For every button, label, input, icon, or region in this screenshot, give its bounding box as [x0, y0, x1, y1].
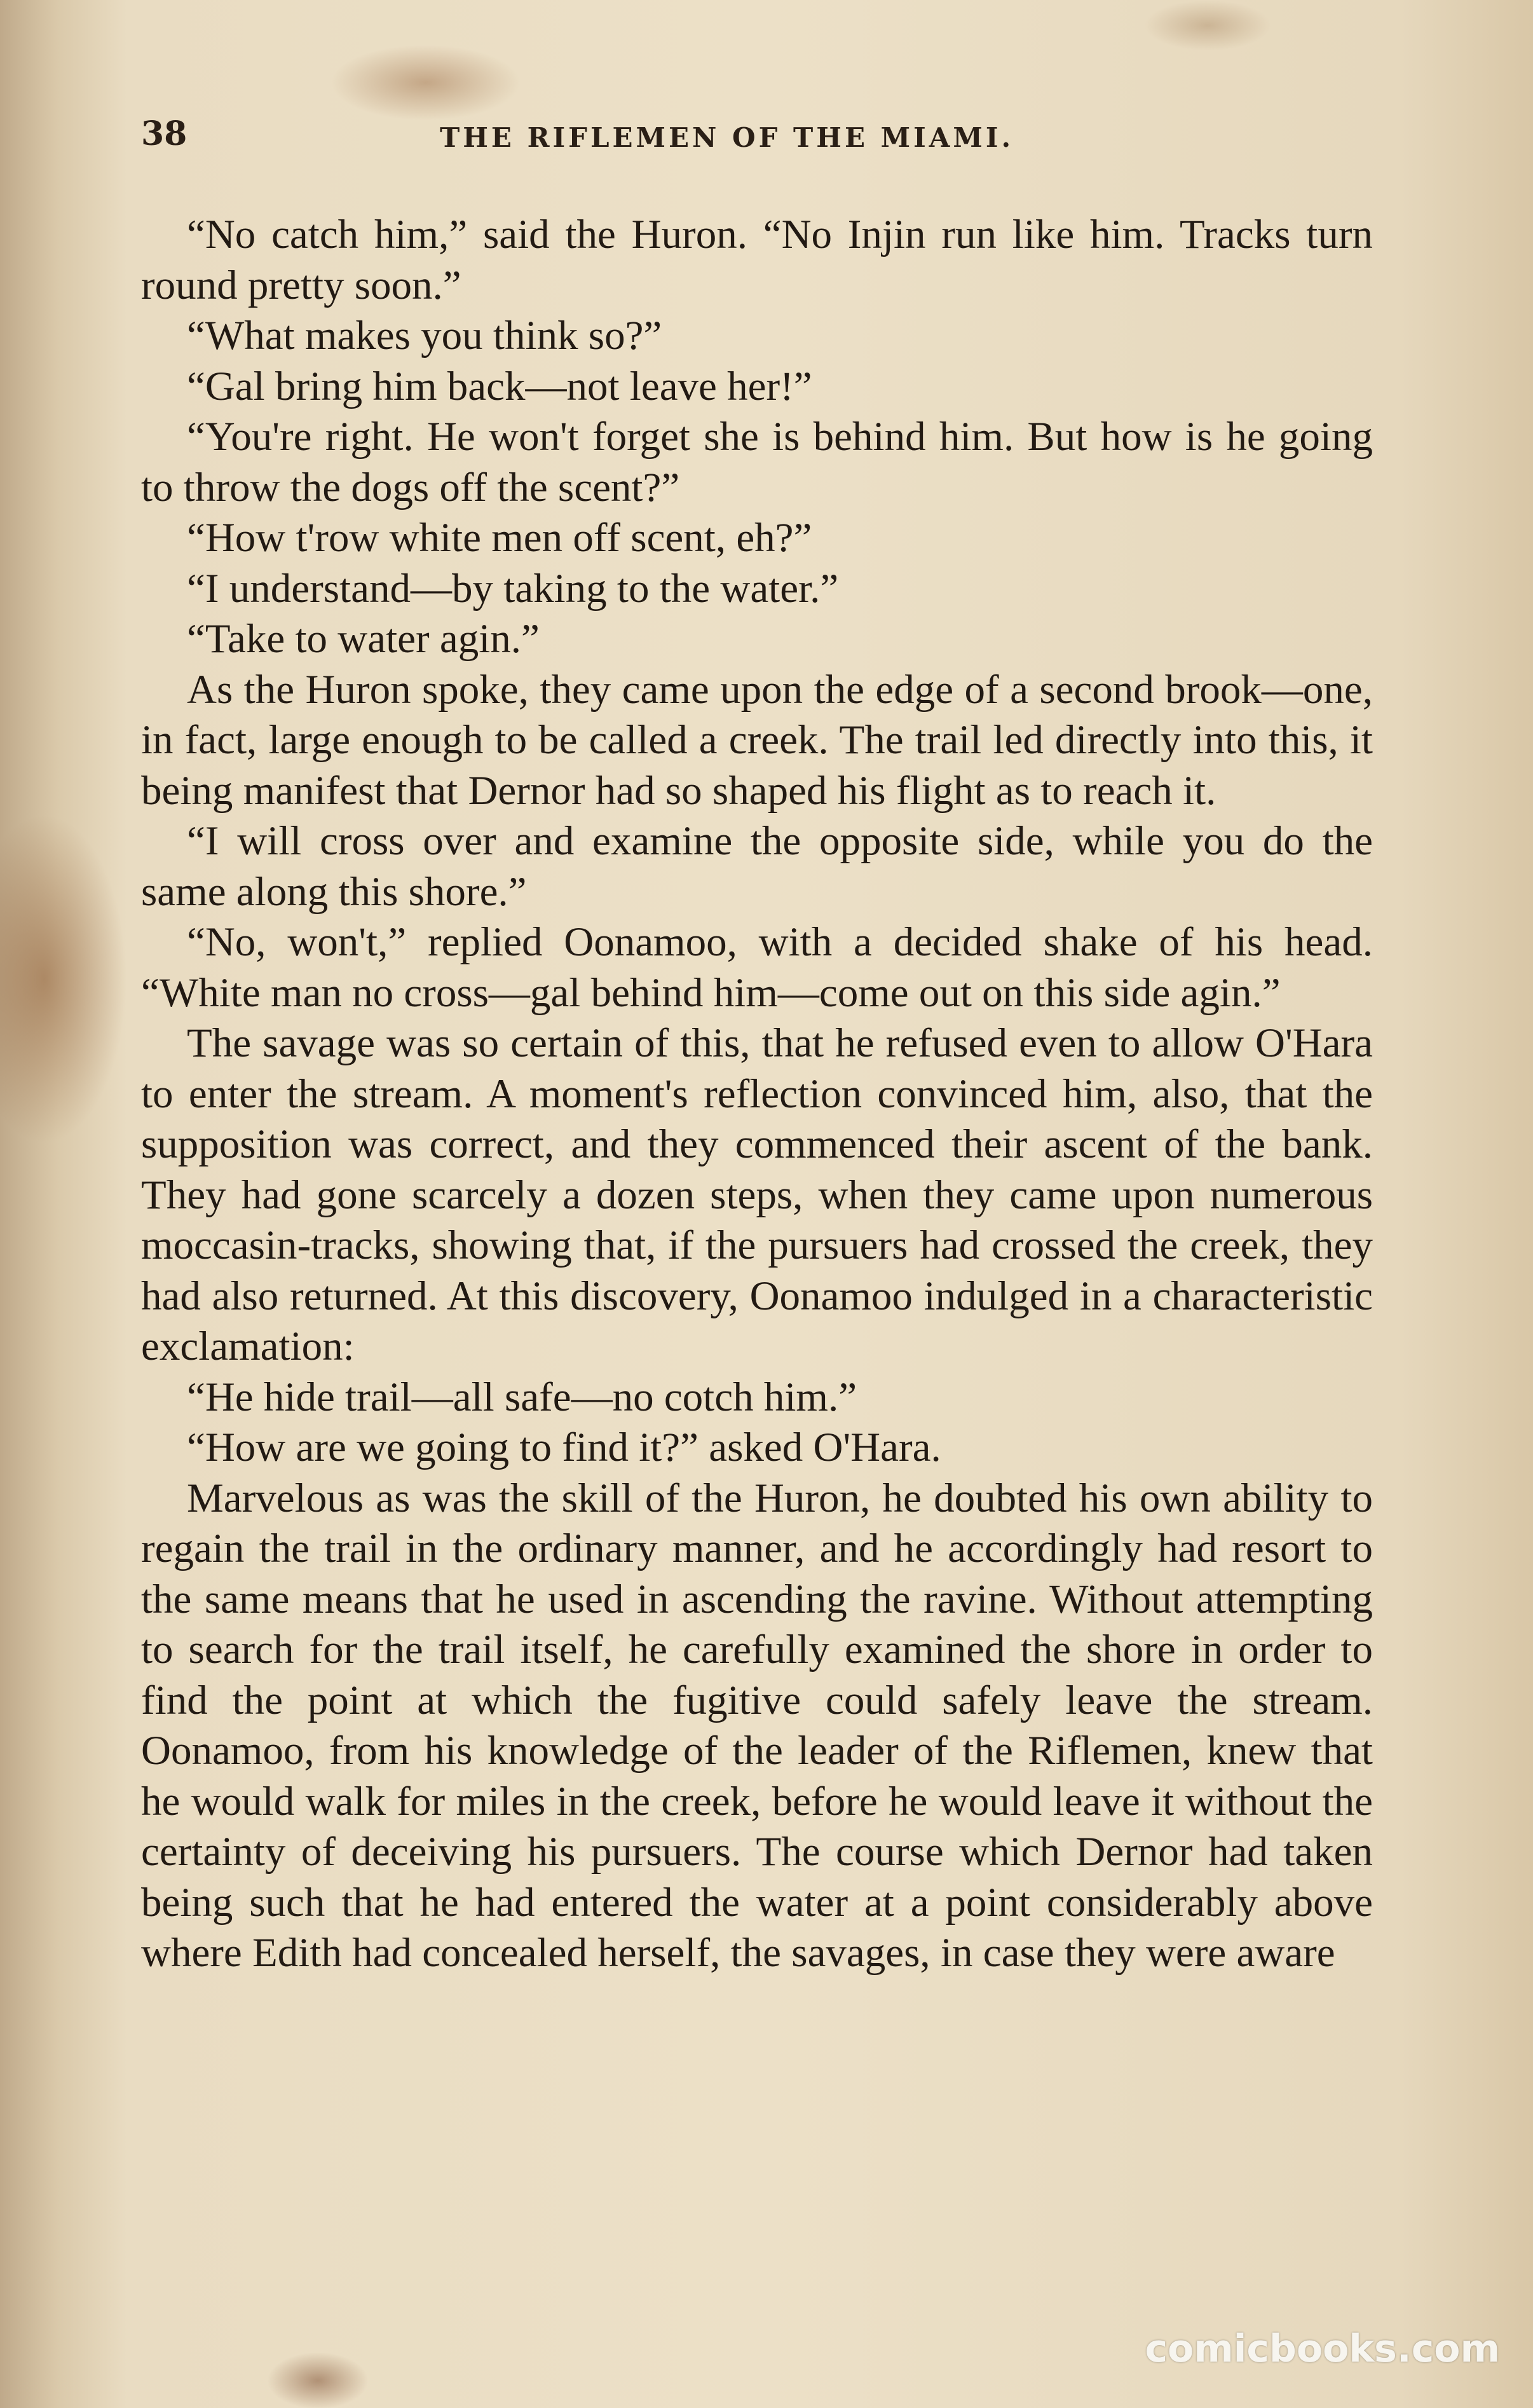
stain [1144, 0, 1271, 51]
paragraph: “How t'row white men off scent, eh?” [187, 515, 812, 561]
paragraph: “What makes you think so?” [187, 313, 662, 359]
paragraph: “Gal bring him back—not leave her!” [187, 363, 812, 409]
paragraph: “You're right. He won't forget she is behind him. But how is he going to throw the dogs off the scent?” [141, 414, 1373, 510]
paragraph: “Take to water agin.” [187, 616, 540, 662]
paragraph: “He hide trail—all safe—no cotch him.” [187, 1374, 857, 1420]
page-number: 38 [141, 114, 187, 153]
stain [330, 44, 521, 121]
stain [267, 2352, 369, 2408]
paragraph: “No catch him,” said the Huron. “No Injin run like him. Tracks turn round pretty soon.” [141, 212, 1373, 308]
paragraph: “I understand—by taking to the water.” [187, 565, 839, 612]
paragraph: Marvelous as was the skill of the Huron, he doubted his own ability to regain the trail in the ordinary manner, and he accordingly had resort to the same means that he used in ascending the ravine. Without attempting to search for the trail itself, he carefully examined the shore in order to find the point at which the fugitive could safely leave the stream. Oonamoo, from his knowledge of the leader of the Riflemen, knew that he would walk for miles in the creek, before he would leave it without the certainty of deceiving his pursuers. The course which Dernor had taken being such that he had entered the water at a point considerably above where Edith had concealed herself, the savages, in case they were aware [141, 1475, 1373, 1976]
paragraph: The savage was so certain of this, that he refused even to allow O'Hara to enter the stream. A moment's reflection convinced him, also, that the supposition was correct, and they commenced their ascent of the bank. They had gone scarcely a dozen steps, when they came upon numerous moccasin-tracks, showing that, if the pursuers had crossed the creek, they had also returned. At this discovery, Oonamoo indulged in a characteristic exclamation: [141, 1020, 1373, 1369]
body-text [141, 210, 1373, 2263]
paragraph: “How are we going to find it?” asked O'Hara. [187, 1425, 941, 1470]
running-head: THE RIFLEMEN OF THE MIAMI. [440, 122, 1014, 153]
paragraph: “No, won't,” replied Oonamoo, with a decided shake of his head. “White man no cross—gal behind him—come out on this side agin.” [141, 919, 1373, 1016]
watermark: comicbooks.com [1145, 2327, 1500, 2371]
stain [0, 814, 127, 1144]
page-header [141, 114, 1380, 165]
paragraph: As the Huron spoke, they came upon the edge of a second brook—one, in fact, large enough to be called a creek. The trail led directly into this, it being manifest that Dernor had so shaped his flight as to reach it. [141, 666, 1373, 814]
paragraph: “I will cross over and examine the opposite side, while you do the same along this shore.” [141, 818, 1373, 915]
